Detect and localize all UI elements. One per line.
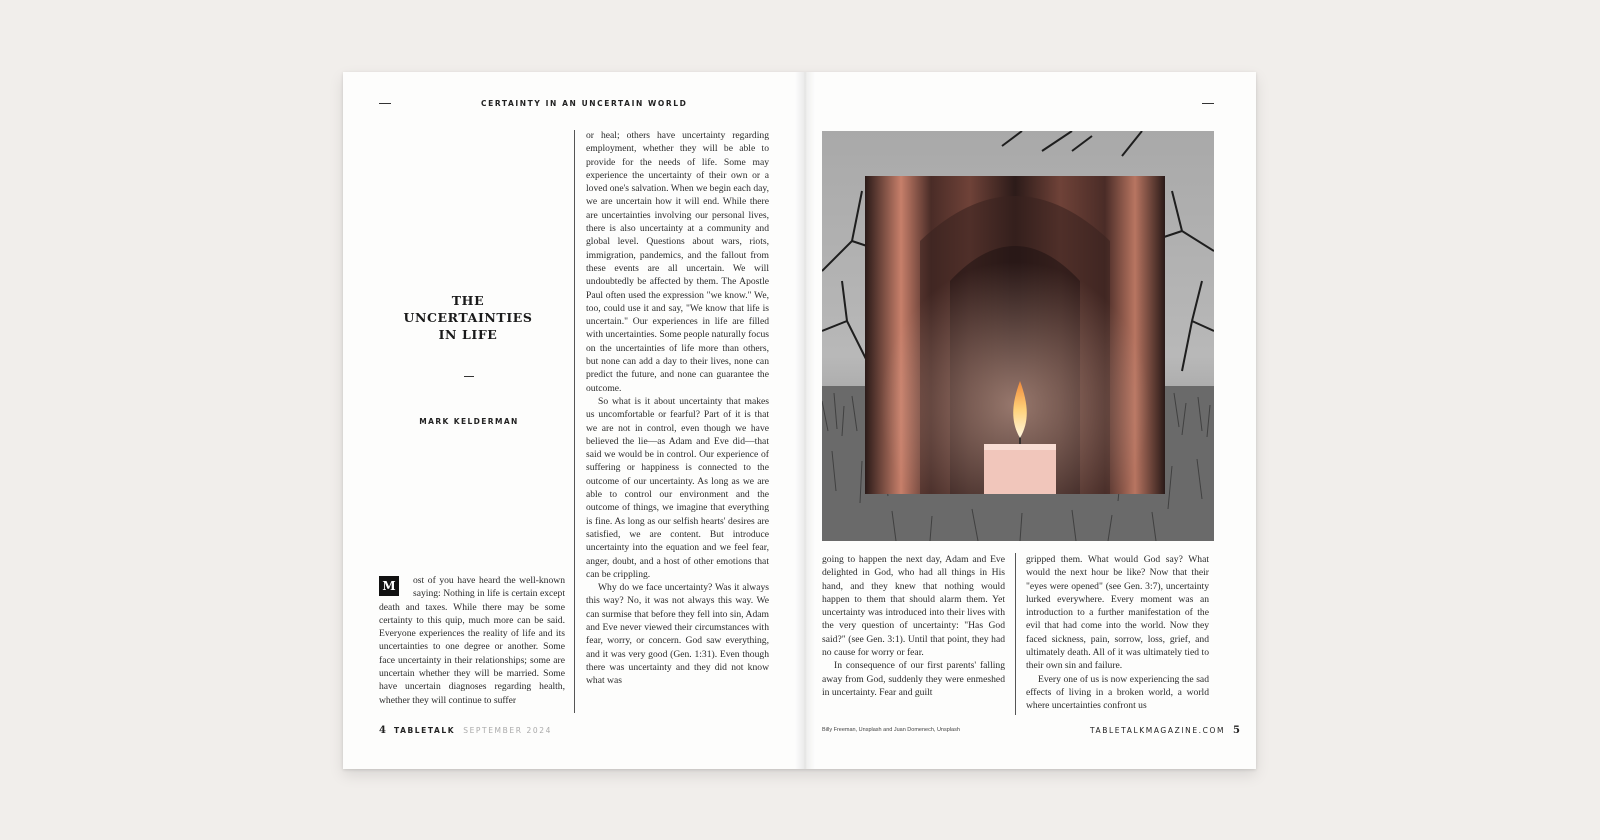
- right-folio: [1090, 725, 1240, 736]
- header-dash: [379, 103, 391, 104]
- paragraph: gripped them. What would God say? What would the next hour be like? Now that their "eyes were opened" (see Gen. 3:7), uncertainty lurked everywhere. Every moment was an introduction to a further manifestation of the evil that had come into the world. Now they faced sickness, pain, sorrow, loss, grief, and ultimately death. All of it was ultimately tied to their own sin and failure.: [1026, 554, 1209, 672]
- photo-credit: Billy Freeman, Unsplash and Juan Domenech, Unsplash: [822, 727, 960, 733]
- header-dash: [1202, 103, 1214, 104]
- column-rule: [1015, 553, 1016, 715]
- column-2: [586, 129, 769, 687]
- author-byline: MARK KELDERMAN: [419, 417, 519, 426]
- magazine-spread: [343, 72, 1256, 769]
- issue-date: SEPTEMBER 2024: [463, 726, 552, 735]
- article-title: [383, 292, 553, 343]
- drop-cap: M: [379, 576, 399, 596]
- candle-photo: [822, 131, 1214, 541]
- title-line: UNCERTAINTIES: [403, 310, 533, 325]
- paragraph: ost of you have heard the well-known saying: Nothing in life is certain except death and taxes. While there may be some certainty to this quip, much more can be said. Everyone experiences the reality of life and its uncertainties to one degree or another. Some face uncertainty in their relationships; some are uncertain whether they will be married. Some have uncertain diagnoses regarding health, whether they will continue to suffer: [379, 575, 565, 706]
- running-head: CERTAINTY IN AN UNCERTAIN WORLD: [481, 99, 688, 108]
- column-rule: [574, 130, 575, 713]
- left-page: [343, 72, 805, 769]
- candle-photo-art: [822, 131, 1214, 541]
- page-number: 5: [1233, 725, 1240, 736]
- magazine-name: TABLETALK: [393, 726, 456, 735]
- website: TABLETALKMAGAZINE.COM: [1089, 726, 1226, 735]
- left-folio: [379, 725, 552, 736]
- paragraph: In consequence of our first parents' falling away from God, suddenly they were enmeshed in uncertainty. Fear and guilt: [822, 660, 1005, 698]
- paragraph: Why do we face uncertainty? Was it always this way? No, it was not always this way. We can surmise that before they fell into sin, Adam and Eve never viewed their circumstances with fear, worry, or concern. God saw everything, and it was very good (Gen. 1:31). Even though there was uncertainty and they did not know what was: [586, 582, 769, 687]
- paragraph: So what is it about uncertainty that makes us uncomfortable or fearful? Part of it is that we are not in control, even though we have believed the lie—as Adam and Eve did—that said we would be in control. Our experience of suffering or happiness is connected to the outcome of our uncertainty. As long as we are able to control our environment and the outcome of things, we imagine that everything is fine. As long as our selfish hearts' desires are satisfied, we are content. But introduce uncertainty into the equation and we feel fear, anger, doubt, and a host of other emotions that can be crippling.: [586, 395, 769, 580]
- column-4: [1026, 553, 1209, 713]
- paragraph: or heal; others have uncertainty regarding employment, whether they will be able to provide for the needs of life. Some may experience the uncertainty of their own or a loved one's salvation. When we begin each day, we are uncertain how it will end. While there are uncertainties involving our personal lives, there is also uncertainty at a community and global level. Questions about wars, riots, immigration, pandemics, and the fallout from these events are all uncertain. We will undoubtedly be affected by them. The Apostle Paul often used the expression "we know." We, too, could use it and say, "We know that life is uncertain." Our experiences in life are filled with uncertainties. Some people naturally focus on the uncertainties of life more than others, but none can add a day to their lives, none can predict the future, and none can guarantee the outcome.: [586, 130, 769, 394]
- page-number: 4: [379, 725, 386, 736]
- paragraph: going to happen the next day, Adam and Eve delighted in God, who had all things in His hand, and they knew that nothing would happen to them that should alarm them. Yet uncertainty was introduced into their lives with the very question of uncertainty: "Has God said?" (see Gen. 3:1). Until that point, they had no cause for worry or fear.: [822, 554, 1005, 659]
- title-line: IN LIFE: [438, 327, 498, 342]
- column-3: [822, 553, 1005, 699]
- right-page: [805, 72, 1256, 769]
- title-line: THE: [451, 293, 485, 308]
- title-rule: [464, 376, 474, 377]
- column-1: [379, 574, 565, 707]
- paragraph: Every one of us is now experiencing the sad effects of living in a broken world, a world where uncertainties confront us: [1026, 673, 1209, 712]
